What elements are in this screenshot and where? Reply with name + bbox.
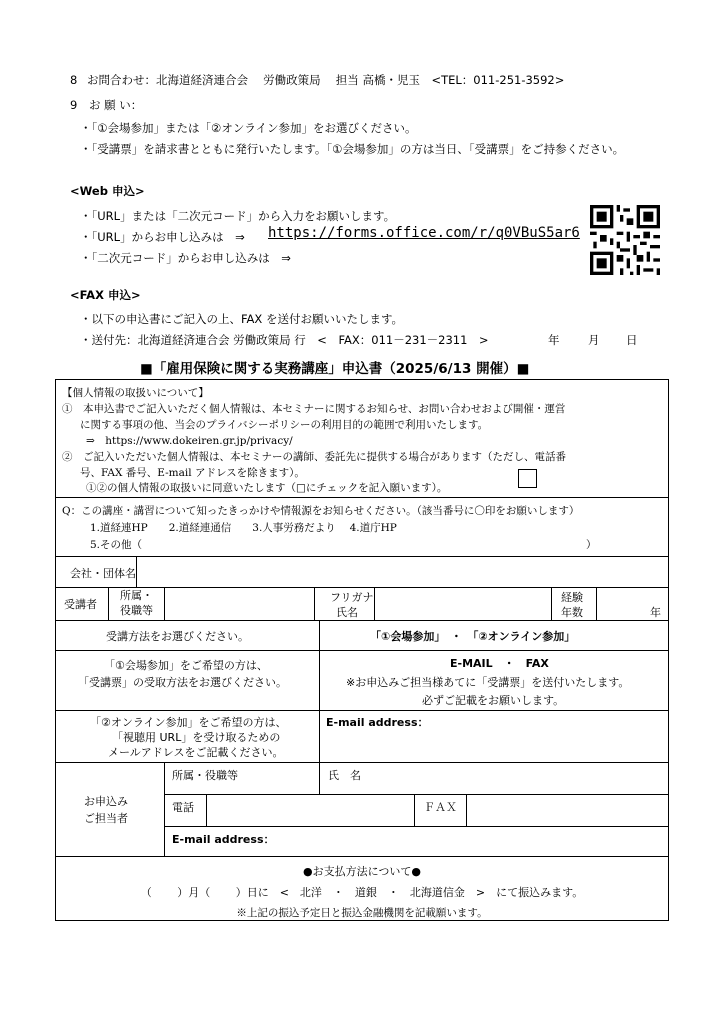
applicant-label-a: お申込み [84,795,128,808]
experience-label-a: 経験 [561,591,583,604]
web-line-3: ・「二次元コード」からお申し込みは ⇒ [80,251,291,265]
web-heading: <Web 申込> [70,184,145,198]
online-label-a: 「②オンライン参加」をご希望の方は、 [90,716,287,729]
phone-label: 電話 [172,801,194,814]
section-8-number: 8 [70,73,78,87]
fax-line-2: ・送付先：北海道経済連合会 労働政策局 行 < FAX：011－231－2311 > [80,333,489,347]
online-label-c: メールアドレスをご記載ください。 [108,746,284,759]
phone-field[interactable] [208,796,412,824]
question-other: 5.その他（ [90,539,143,551]
request-item-2: ・「受講票」を請求書とともに発行いたします。「①会場参加」の方は当日、「受講票」をご持参ください。 [80,142,625,156]
applicant-name-label: 氏 名 [328,769,361,782]
payment-title: ●お支払方法について● [303,865,421,878]
privacy-link[interactable]: ⇒ https://www.dokeiren.gr.jp/privacy/ [86,435,293,447]
payment-line: （ ）月（ ）日に < 北洋 ・ 道銀 ・ 北海道信金 > にて振込みます。 [140,886,584,899]
privacy-p1b: に関する事項の他、当会のプライバシーポリシーの利用目的の範囲で利用いたします。 [80,419,489,431]
question-options: 1.道経連HP 2.道経連通信 3.人事労務だより 4.道庁HP [90,522,397,534]
privacy-agree: ①②の個人情報の取扱いに同意いたします（□にチェックを記入願います）。 [86,482,448,494]
venue-note-b: 必ずご記載をお願いします。 [422,694,565,707]
privacy-p2b: 号、FAX 番号、E-mail アドレスを除きます）。 [80,467,305,479]
venue-note-a: ※お申込みご担当様あてに「受講票」を送付いたします。 [346,676,630,689]
section-8 [70,72,564,88]
section-9-title: お 願 い： [88,98,143,112]
furigana-label: フリガナ [330,591,374,604]
applicant-position-label: 所属・役職等 [172,769,238,782]
date-day-label: 日 [626,333,638,347]
fax-line-1: ・以下の申込書にご記入の上、FAX を送付お願いいたします。 [80,312,404,326]
payment-note: ※上記の振込予定日と振込金融機関を記載願います。 [236,907,488,919]
contact-info: お問合わせ：北海道経済連合会 労働政策局 担当 高橋・児玉 <TEL：011-251-3592> [86,73,565,87]
venue-label-a: 「①会場参加」をご希望の方は、 [104,659,268,672]
position-label: 所属・ 役職等 [120,589,153,617]
date-month-label: 月 [588,333,600,347]
method-label: 受講方法をお選びください。 [106,630,249,643]
privacy-p2a: ② ご記入いただいた個人情報は、本セミナーの講師、委託先に提供する場合があります（ただし、電話番 [62,451,566,463]
request-item-1: ・「①会場参加」または「②オンライン参加」をお選びください。 [80,121,417,135]
web-line-1: ・「URL」または「二次元コード」から入力をお願いします。 [80,209,396,223]
applicant-email-label: E-mail address： [172,833,275,846]
company-field[interactable] [140,558,666,585]
attendee-label: 受講者 [64,598,97,611]
application-form [55,379,669,921]
name-label: 氏名 [336,606,358,619]
online-label-b: 「視聴用 URL」を受け取るための [112,731,281,744]
experience-label-b: 年数 [561,606,583,619]
name-field[interactable] [376,589,549,618]
form-title: ■「雇用保険に関する実務講座」申込書（2025/6/13 開催）■ [140,361,530,377]
experience-year-unit: 年 [650,606,661,619]
section-9-number: 9 [70,98,78,112]
venue-label-b: 「受講票」の受取方法をお選びください。 [78,676,287,689]
privacy-consent-checkbox[interactable] [518,469,537,488]
form-url-link[interactable]: https://forms.office.com/r/q0VBuS5ar6 [268,225,580,241]
qr-code-icon[interactable] [590,205,660,275]
email-label: E-mail address： [326,716,429,729]
applicant-label-b: ご担当者 [84,812,128,825]
method-options[interactable]: 「①会場参加」 ・ 「②オンライン参加」 [370,630,576,643]
question-other-close: ） [586,539,597,551]
fax-heading: <FAX 申込> [70,288,141,302]
email-field[interactable] [326,732,664,758]
fax-label: ＦＡＸ [424,801,457,814]
section-9-heading [70,97,142,113]
date-year-label: 年 [548,333,560,347]
privacy-p1a: ① 本申込書でご記入いただく個人情報は、本セミナーに関するお知らせ、お問い合わせおよび開催・運営 [62,403,566,415]
fax-field[interactable] [468,796,666,824]
privacy-heading: 【個人情報の取扱いについて】 [62,387,209,399]
question-text: Q：この講座・講習について知ったきっかけや情報源をお知らせください。（該当番号に〇印をお願いします） [62,505,580,517]
web-line-2: ・「URL」からお申し込みは ⇒ [80,230,245,244]
position-field[interactable] [166,589,312,618]
ticket-delivery-options[interactable]: E-MAIL ・ FAX [450,657,549,670]
company-label: 会社・団体名 [70,567,136,580]
